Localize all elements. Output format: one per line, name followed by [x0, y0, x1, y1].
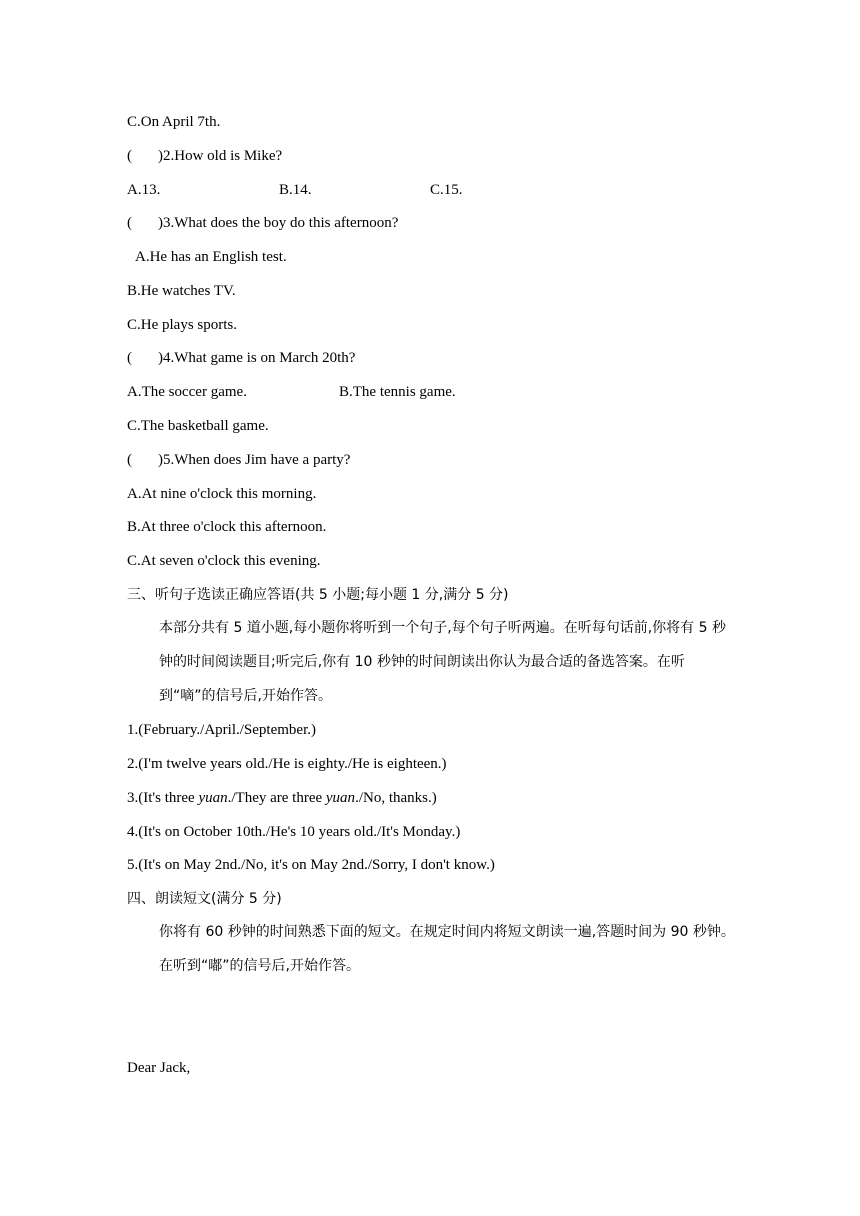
q4-option-c: C.The basketball game.	[127, 418, 269, 434]
q4-stem: )4.What game is on March 20th?	[158, 350, 356, 366]
q1-option-c: C.On April 7th.	[127, 114, 221, 130]
item3-part-c: ./No, thanks.)	[355, 790, 437, 806]
q5-option-b: B.At three o'clock this afternoon.	[127, 519, 327, 535]
section3-item-4: 4.(It's on October 10th./He's 10 years old./It's Monday.)	[127, 824, 461, 840]
section3-heading: 三、听句子选读正确应答语(共 5 小题;每小题 1 分,满分 5 分)	[127, 587, 509, 603]
q2-option-a: A.13.	[127, 182, 161, 198]
section3-instructions	[127, 611, 737, 713]
q3-stem: )3.What does the boy do this afternoon?	[158, 215, 399, 231]
q5-option-c: C.At seven o'clock this evening.	[127, 553, 321, 569]
section4-instructions-text: 你将有 60 秒钟的时间熟悉下面的短文。在规定时间内将短文朗读一遍,答题时间为 90 秒钟。在听到“嘟”的信号后,开始作答。	[159, 924, 735, 974]
section4-instructions	[127, 915, 737, 983]
section3-instructions-text: 本部分共有 5 道小题,每小题你将听到一个句子,每个句子听两遍。在听每句话前,你将有 5 秒钟的时间阅读题目;听完后,你有 10 秒钟的时间朗读出你认为最合适的备选答案。在听到“嘀”的信号后,开始作答。	[159, 620, 726, 704]
q4-stem-line	[127, 348, 355, 368]
item3-part-a: 3.(It's three	[127, 790, 199, 806]
item3-yuan-2: yuan	[325, 790, 356, 806]
q2-option-b: B.14.	[279, 182, 312, 198]
q3-option-c: C.He plays sports.	[127, 317, 237, 333]
q3-option-a: A.He has an English test.	[135, 249, 287, 265]
q4-options	[127, 382, 456, 402]
answer-paren: (	[127, 215, 132, 231]
q2-stem-line	[127, 146, 282, 166]
q2-stem: )2.How old is Mike?	[158, 148, 283, 164]
section3-item-1: 1.(February./April./September.)	[127, 722, 316, 738]
q5-stem-line	[127, 450, 350, 470]
q4-option-b: B.The tennis game.	[339, 384, 456, 400]
q4-option-a: A.The soccer game.	[127, 384, 247, 400]
section3-item-2: 2.(I'm twelve years old./He is eighty./He is eighteen.)	[127, 756, 447, 772]
q2-option-c: C.15.	[430, 182, 463, 198]
item3-yuan-1: yuan	[198, 790, 228, 806]
answer-paren: (	[127, 452, 132, 468]
section3-item-3	[127, 788, 437, 808]
q5-option-a: A.At nine o'clock this morning.	[127, 486, 317, 502]
letter-greeting: Dear Jack,	[127, 1060, 191, 1076]
q5-stem: )5.When does Jim have a party?	[158, 452, 351, 468]
answer-paren: (	[127, 148, 132, 164]
section4-heading: 四、朗读短文(满分 5 分)	[127, 891, 282, 907]
q2-options	[127, 180, 463, 200]
answer-paren: (	[127, 350, 132, 366]
item3-part-b: ./They are three	[227, 790, 326, 806]
q3-option-b: B.He watches TV.	[127, 283, 236, 299]
q3-stem-line	[127, 213, 398, 233]
section3-item-5: 5.(It's on May 2nd./No, it's on May 2nd./Sorry, I don't know.)	[127, 857, 495, 873]
